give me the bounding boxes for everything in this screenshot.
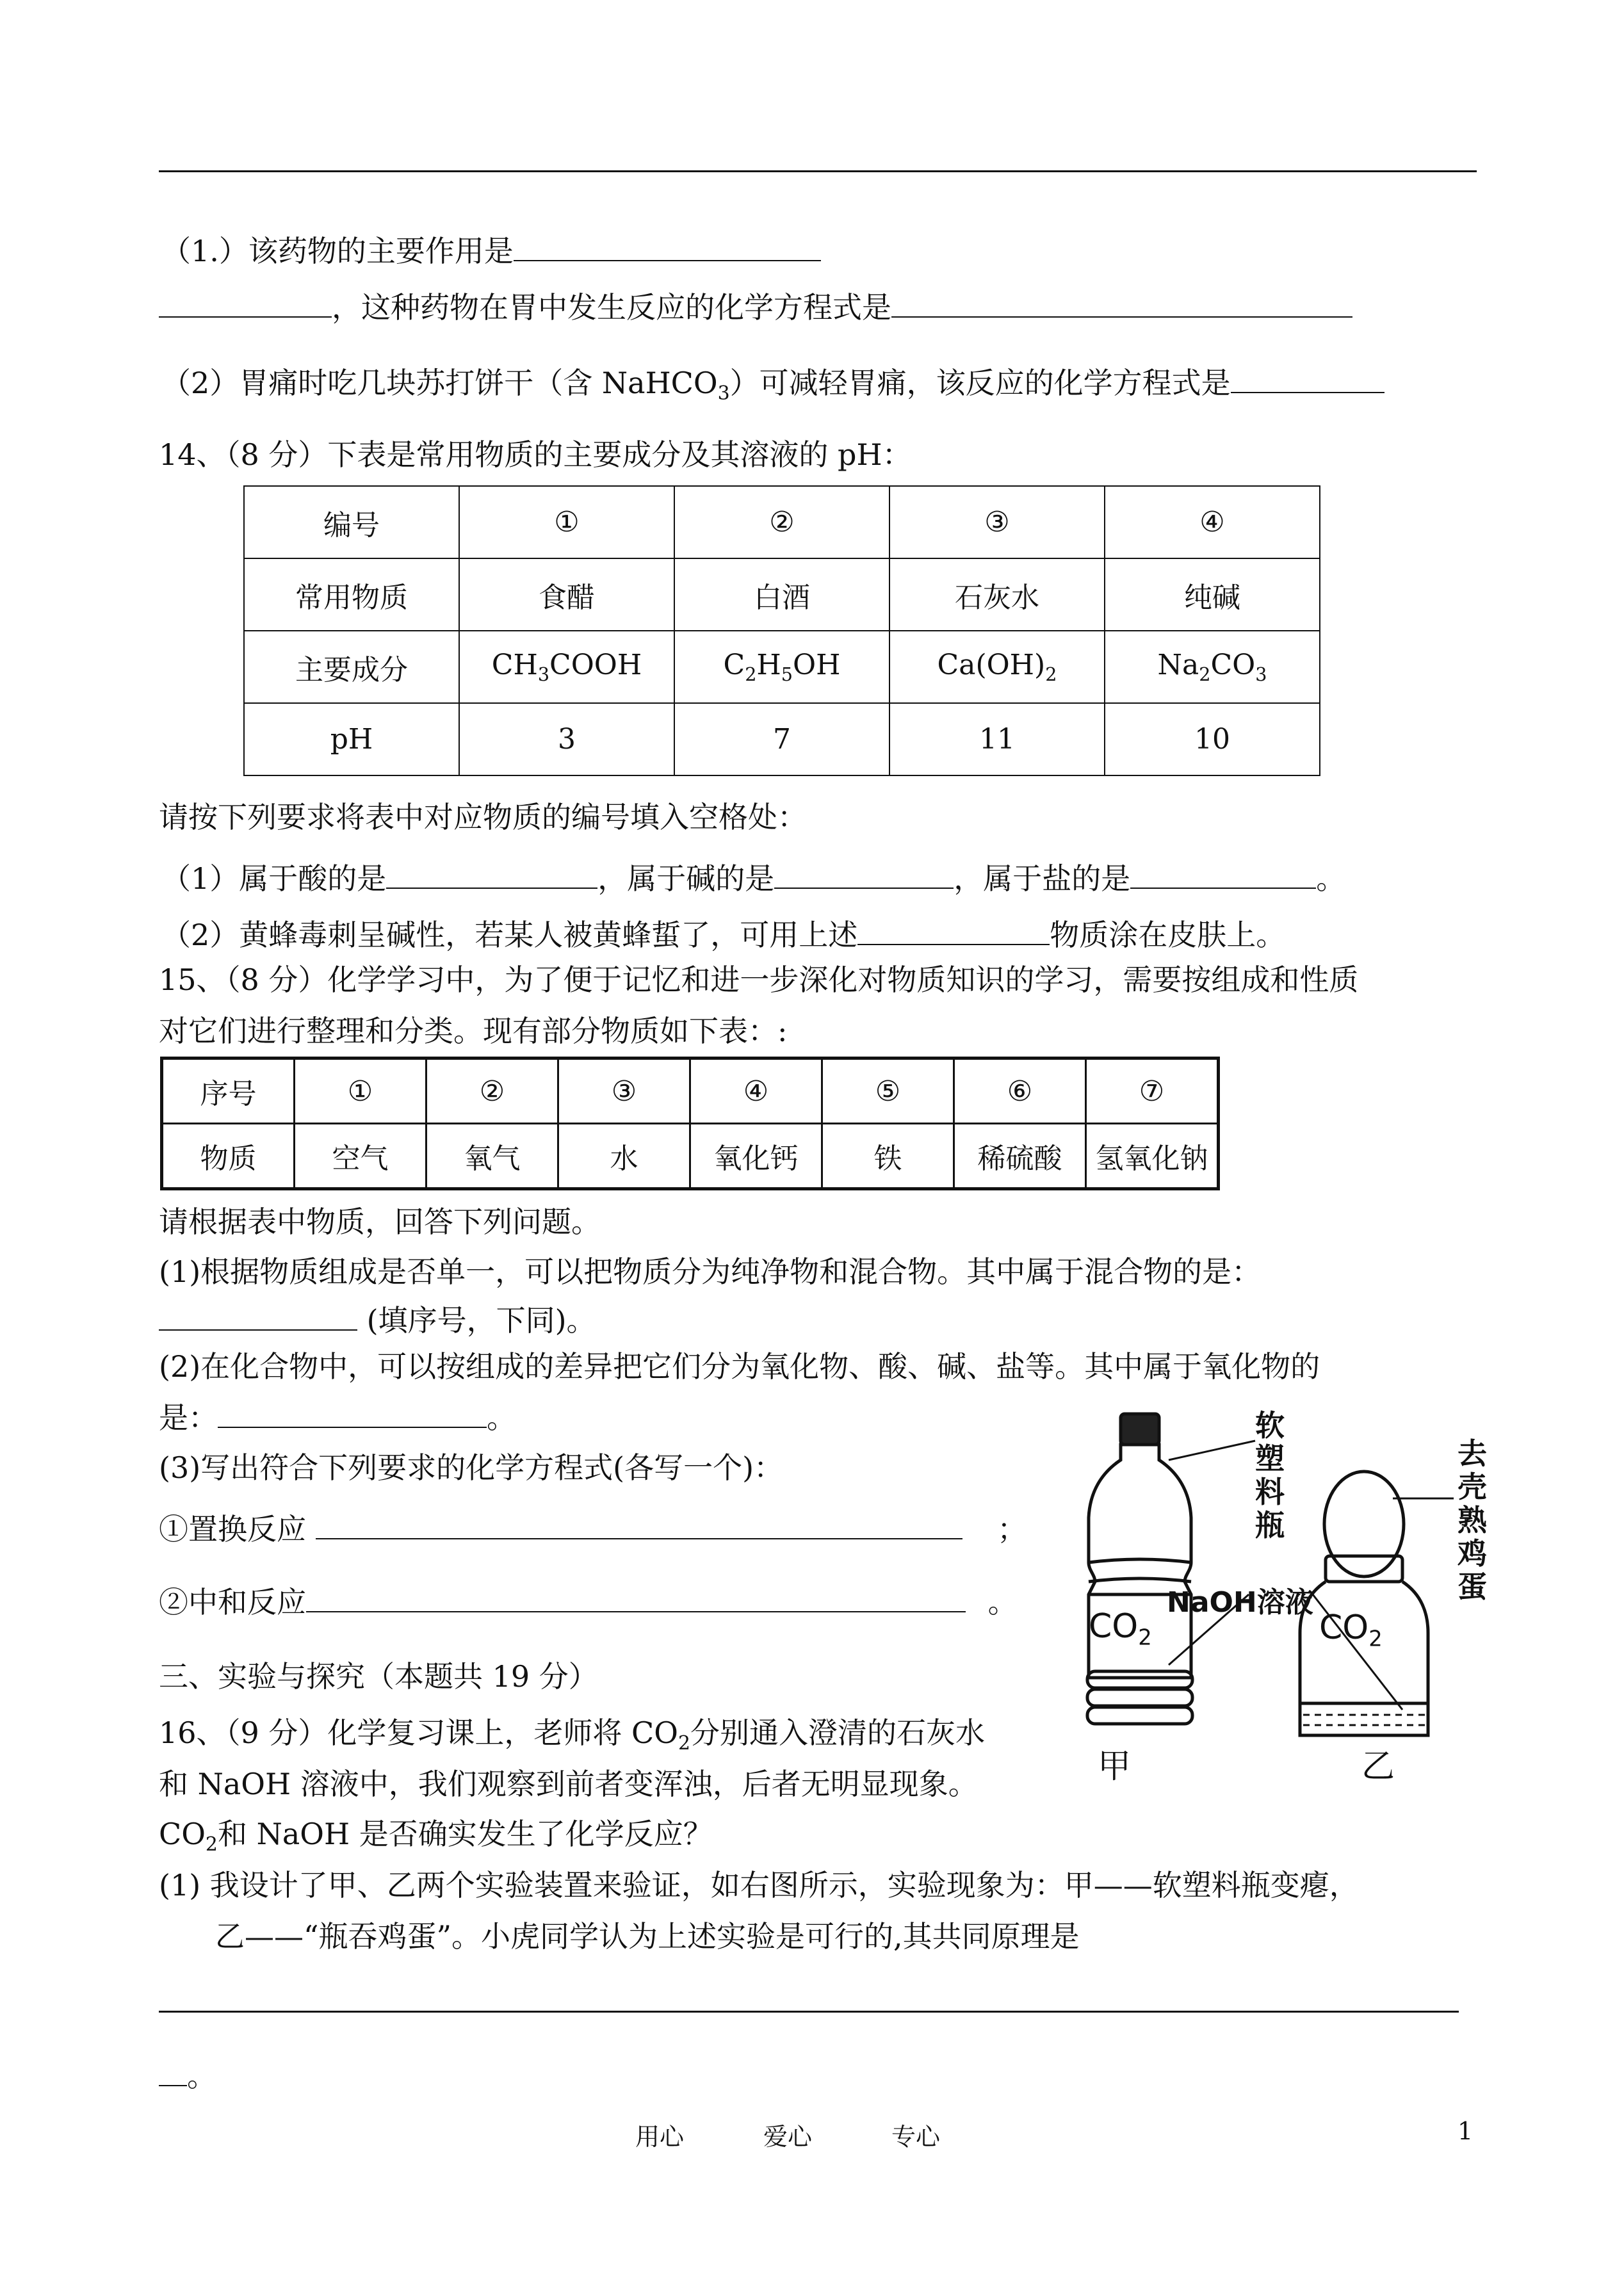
q14-instruction: 请按下列要求将表中对应物质的编号填入空格处： — [159, 800, 807, 834]
q16-line6: 。 — [159, 2056, 216, 2095]
q15-part2: (2)在化合物中，可以按组成的差异把它们分为氧化物、酸、碱、盐等。其中属于氧化物的 — [159, 1349, 1320, 1384]
answer-line[interactable] — [159, 2011, 1459, 2013]
label-egg: 去 壳 熟 鸡 蛋 — [1458, 1436, 1487, 1604]
q15-part3-b: ②中和反应 。 — [159, 1582, 1018, 1621]
table-cell: 铁 — [822, 1124, 954, 1189]
q15-part1-answer: (填序号，下同)。 — [159, 1300, 596, 1340]
answer-blank[interactable] — [159, 2056, 187, 2086]
footer-item: 专心 — [891, 2123, 941, 2151]
label-co2-right: $CO_2$ — [1319, 1609, 1383, 1651]
answer-blank[interactable] — [159, 1300, 357, 1331]
label-naoh: NaOH溶液 — [1167, 1586, 1313, 1619]
table-row — [244, 703, 1320, 775]
answer-blank[interactable] — [891, 287, 1352, 318]
answer-blank[interactable] — [306, 1582, 966, 1612]
header-rule — [159, 170, 1477, 172]
table-cell: 编号 — [244, 486, 459, 558]
bottle-cap-icon — [1121, 1414, 1159, 1445]
table-cell: 常用物质 — [244, 558, 459, 631]
answer-blank[interactable] — [159, 287, 332, 318]
q15-part1: (1)根据物质组成是否单一，可以把物质分为纯净物和混合物。其中属于混合物的是： — [159, 1254, 1262, 1289]
table-cell: 序号 — [162, 1058, 295, 1124]
table-cell: 空气 — [295, 1124, 426, 1189]
section-3-title: 三、实验与探究（本题共 19 分） — [159, 1659, 598, 1694]
ph-table — [243, 485, 1320, 776]
q16-line1: 16、（9 分）化学复习课上，老师将 $CO_2$分别通入澄清的石灰水 — [159, 1715, 985, 1755]
q16-line3: $CO_2$和 NaOH 是否确实发生了化学反应？ — [159, 1817, 713, 1856]
table-cell: 物质 — [162, 1124, 295, 1189]
table-cell: ① — [295, 1058, 426, 1124]
answer-blank[interactable] — [316, 1509, 962, 1539]
table-cell: ③ — [889, 486, 1105, 558]
label-co2-left: $CO_2$ — [1089, 1607, 1152, 1650]
table-cell: 10 — [1105, 703, 1320, 775]
table-cell: 水 — [558, 1124, 690, 1189]
answer-blank[interactable] — [774, 858, 954, 889]
q15-line2: 对它们进行整理和分类。现有部分物质如下表：: — [159, 1014, 788, 1048]
q16-line5: 乙——“瓶吞鸡蛋”。小虎同学认为上述实验是可行的,其共同原理是 — [215, 1919, 1080, 1954]
flask-icon — [1300, 1582, 1428, 1735]
footer-item: 爱心 — [763, 2123, 813, 2151]
table-cell: ② — [674, 486, 889, 558]
table-cell: 3 — [459, 703, 674, 775]
table-cell: ④ — [690, 1058, 822, 1124]
table-cell: pH — [244, 703, 459, 775]
q13-part1-line2: ，这种药物在胃中发生反应的化学方程式是 — [159, 287, 1352, 327]
q13-part1: （1.）该药物的主要作用是 — [161, 231, 821, 270]
table-cell: 氧气 — [426, 1124, 558, 1189]
footer-item: 用心 — [635, 2123, 685, 2151]
q16-line4: (1) 我设计了甲、乙两个实验装置来验证，如右图所示，实验现象为：甲——软塑料瓶变瘪， — [159, 1868, 1359, 1902]
table-cell: ① — [459, 486, 674, 558]
table-cell: ③ — [558, 1058, 690, 1124]
table-row — [162, 1124, 1219, 1189]
q15-part2-answer: 是： 。 — [159, 1397, 516, 1437]
q15-line1: 15、（8 分）化学学习中，为了便于记忆和进一步深化对物质知识的学习，需要按组成和性质 — [159, 962, 1359, 997]
answer-blank[interactable] — [218, 1397, 487, 1428]
table-cell: 石灰水 — [889, 558, 1105, 631]
substance-table — [160, 1057, 1220, 1190]
table-cell: 11 — [889, 703, 1105, 775]
answer-blank[interactable] — [1231, 362, 1384, 393]
answer-blank[interactable] — [857, 914, 1050, 945]
q16-line2: 和 NaOH 溶液中，我们观察到前者变浑浊，后者无明显现象。 — [159, 1767, 978, 1801]
table-cell: 7 — [674, 703, 889, 775]
q15-part3: (3)写出符合下列要求的化学方程式(各写一个)： — [159, 1450, 784, 1485]
egg-icon — [1324, 1472, 1404, 1577]
page-number: 1 — [1458, 2117, 1474, 2145]
label-jia: 甲 — [1098, 1748, 1132, 1786]
formula-caoh2: $Ca(OH)_2$ — [889, 631, 1105, 703]
label-yi: 乙 — [1361, 1748, 1395, 1786]
answer-blank[interactable] — [386, 858, 597, 889]
q15-intro: 请根据表中物质，回答下列问题。 — [159, 1204, 601, 1239]
table-row — [244, 486, 1320, 558]
table-cell: 稀硫酸 — [954, 1124, 1086, 1189]
table-cell: ④ — [1105, 486, 1320, 558]
table-cell: 纯碱 — [1105, 558, 1320, 631]
q14-title: 14、（8 分）下表是常用物质的主要成分及其溶液的 pH： — [159, 437, 912, 472]
q14-part1: （1）属于酸的是 ，属于碱的是 ，属于盐的是 。 — [161, 858, 1345, 898]
table-row — [162, 1058, 1219, 1124]
answer-blank[interactable] — [514, 231, 821, 261]
table-cell: ⑤ — [822, 1058, 954, 1124]
table-row — [244, 631, 1320, 703]
formula-na2co3: $Na_2CO_3$ — [1105, 631, 1320, 703]
label-soft-bottle: 软 塑 料 瓶 — [1255, 1408, 1285, 1543]
q14-part2: （2）黄蜂毒刺呈碱性，若某人被黄蜂蜇了，可用上述 物质涂在皮肤上。 — [161, 914, 1285, 954]
formula-ch3cooh: $CH_3COOH$ — [459, 631, 674, 703]
table-cell: 白酒 — [674, 558, 889, 631]
table-cell: 氧化钙 — [690, 1124, 822, 1189]
table-cell: ② — [426, 1058, 558, 1124]
table-cell: ⑥ — [954, 1058, 1086, 1124]
q13-part2: （2）胃痛时吃几块苏打饼干（含 NaHCO$_3$）可减轻胃痛，该反应的化学方程式是 — [161, 362, 1384, 413]
q15-part3-a: ①置换反应 ； — [159, 1509, 1027, 1548]
table-cell: 主要成分 — [244, 631, 459, 703]
formula-c2h5oh: $C_2H_5OH$ — [674, 631, 889, 703]
table-row — [244, 558, 1320, 631]
answer-blank[interactable] — [1130, 858, 1316, 889]
table-cell: 氢氧化钠 — [1086, 1124, 1219, 1189]
table-cell: ⑦ — [1086, 1058, 1219, 1124]
table-cell: 食醋 — [459, 558, 674, 631]
